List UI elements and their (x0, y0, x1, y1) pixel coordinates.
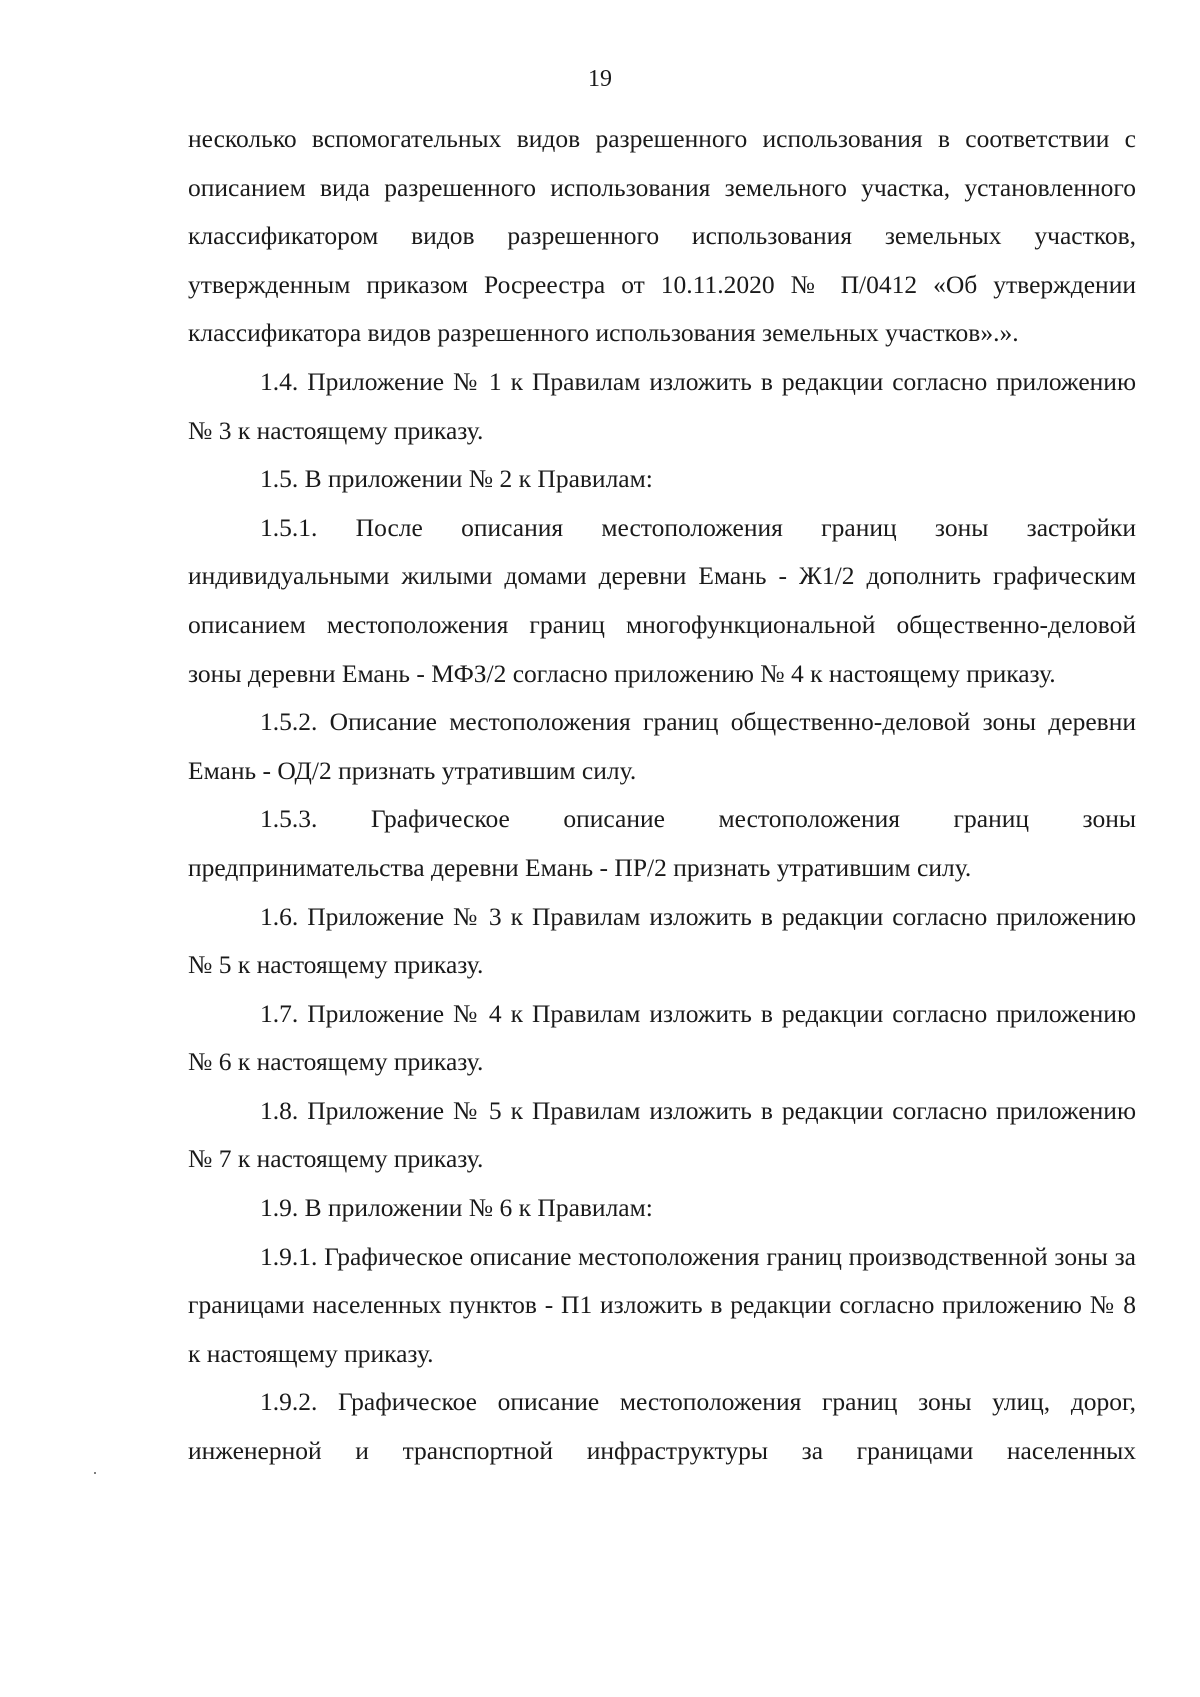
paragraph-1-5: 1.5. В приложении № 2 к Правилам: (260, 464, 653, 494)
paragraph-continuation: несколько вспомогательных видов разрешенного использования в соответствии с описанием вида разрешенного использования земельного участка, установленного классификатором видов разрешенного использования земельных участков, утвержденным приказом Росреестра от 10.11.2020 № П/0412 «Об утверждении классификатора видов разрешенного использования земельных участков».». (188, 124, 1136, 348)
paragraph-1-5-1: 1.5.1. После описания местоположения границ зоны застройки индивидуальными жилыми домами деревни Емань - Ж1/2 дополнить графическим описанием местоположения границ многофункциональной общественно-деловой зоны деревни Емань - МФЗ/2 согласно приложению № 4 к настоящему приказу. (188, 512, 1136, 688)
paragraph-1-9: 1.9. В приложении № 6 к Правилам: (260, 1193, 653, 1223)
paragraph-1-5-3: 1.5.3. Графическое описание местоположения границ зоны предпринимательства деревни Емань - ПР/2 признать утратившим силу. (188, 804, 1136, 882)
paragraph-1-7: 1.7. Приложение № 4 к Правилам изложить в редакции согласно приложению № 6 к настоящему приказу. (188, 998, 1136, 1077)
paragraph-1-8: 1.8. Приложение № 5 к Правилам изложить в редакции согласно приложению № 7 к настоящему приказу. (188, 1095, 1136, 1174)
document-body (188, 115, 1136, 1476)
paragraph-1-6: 1.6. Приложение № 3 к Правилам изложить в редакции согласно приложению № 5 к настоящему приказу. (188, 901, 1136, 980)
paragraph-1-4: 1.4. Приложение № 1 к Правилам изложить в редакции согласно приложению № 3 к настоящему приказу. (188, 366, 1136, 445)
paragraph-1-9-2: 1.9.2. Графическое описание местоположения границ зоны улиц, дорог, инженерной и транспортной инфраструктуры за границами населенных (188, 1387, 1136, 1466)
page-number: 19 (588, 66, 612, 92)
paragraph-1-5-2: 1.5.2. Описание местоположения границ общественно-деловой зоны деревни Емань - ОД/2 признать утратившим силу. (188, 707, 1136, 785)
paragraph-1-9-1: 1.9.1. Графическое описание местоположения границ производственной зоны за границами населенных пунктов - П1 изложить в редакции согласно приложению № 8 к настоящему приказу. (188, 1241, 1136, 1368)
scan-speck (94, 1472, 96, 1474)
